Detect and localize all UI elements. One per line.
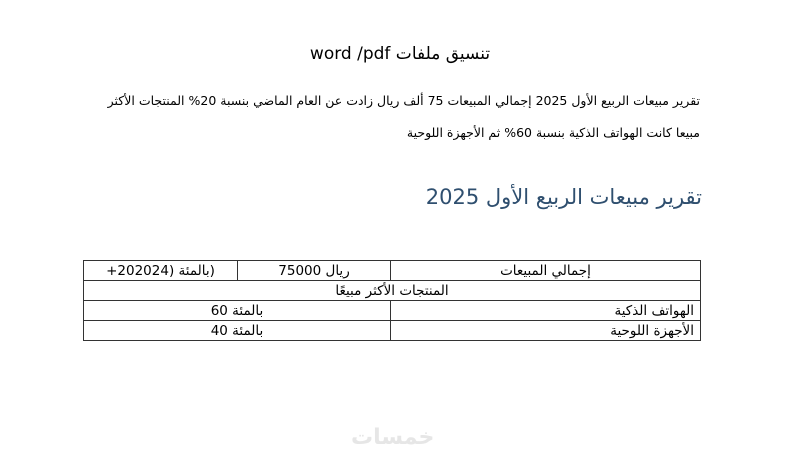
paragraph-line-2: مبيعا كانت الهواتف الذكية بنسبة 60% ثم الأجهزة اللوحية [406, 125, 700, 140]
total-sales-note: (بالمئة (202024+ [84, 261, 238, 281]
table-row [84, 301, 701, 321]
table-row [84, 261, 701, 281]
product-name: الأجهزة اللوحية [391, 321, 701, 341]
paragraph-line-1: تقرير مبيعات الربيع الأول 2025 إجمالي المبيعات 75 ألف ريال زادت عن العام الماضي بنسبة 20% المنتجات الأكثر [107, 93, 700, 108]
top-products-header: المنتجات الأكثر مبيعًا [84, 281, 701, 301]
table-row [84, 321, 701, 341]
section-heading: تقرير مبيعات الربيع الأول 2025 [425, 185, 702, 209]
product-name: الهواتف الذكية [391, 301, 701, 321]
product-percent: بالمئة 60 [84, 301, 391, 321]
total-sales-label: إجمالي المبيعات [391, 261, 701, 281]
product-percent: بالمئة 40 [84, 321, 391, 341]
total-sales-value: ريال 75000 [238, 261, 391, 281]
page-title: تنسيق ملفات word /pdf [309, 44, 491, 64]
table-row [84, 281, 701, 301]
watermark-logo: خمسات [351, 425, 435, 450]
sales-table [83, 260, 701, 341]
